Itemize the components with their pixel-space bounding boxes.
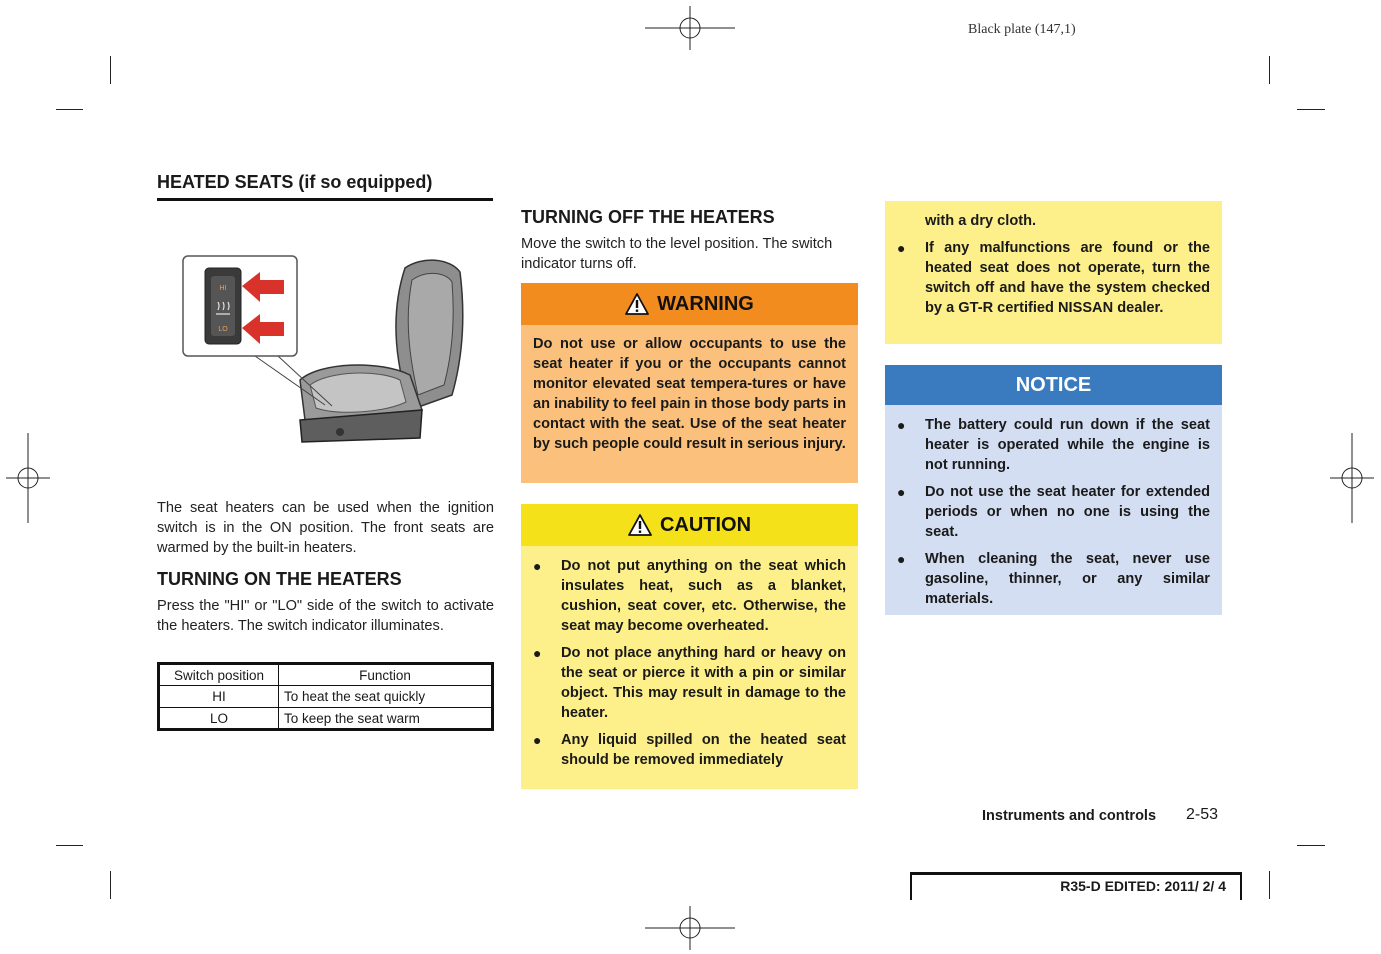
notice-box [885, 365, 1222, 615]
warning-header [521, 283, 858, 325]
heated-seat-figure [160, 210, 492, 455]
table-header-row [159, 664, 493, 686]
turning-on-text: Press the "HI" or "LO" side of the switch to activate the heaters. The switch indicator illuminates. [157, 598, 494, 634]
section-title: HEATED SEATS (if so equipped) [157, 172, 493, 201]
notice-item: ● When cleaning the seat, never use gasoline, thinner, or any similar materials. [897, 551, 1210, 607]
notice-header [885, 365, 1222, 405]
notice-body [885, 405, 1222, 615]
caution-body [521, 546, 858, 789]
edited-stamp: R35-D EDITED: 2011/ 2/ 4 [910, 872, 1242, 900]
caution-triangle-icon [628, 514, 652, 536]
page-number: 2-53 [1186, 806, 1219, 823]
table-row [159, 708, 493, 730]
switch-hi-label: HI [219, 285, 227, 292]
table-cell: To heat the seat quickly [279, 686, 493, 708]
turning-on-heading: TURNING ON THE HEATERS [157, 569, 402, 589]
caution-header [521, 504, 858, 546]
intro-text: The seat heaters can be used when the ignition switch is in the ON position. The front seats are warmed by the built-in heaters. [157, 500, 494, 556]
registration-mark-bottom [645, 906, 735, 950]
switch-table [157, 662, 494, 731]
table-header: Switch position [159, 664, 279, 686]
caution-continued-box [885, 201, 1222, 344]
table-cell: HI [159, 686, 279, 708]
caution-title: CAUTION [659, 514, 752, 536]
registration-mark-right [1330, 433, 1374, 523]
table-cell: LO [159, 708, 279, 730]
warning-title: WARNING [657, 293, 754, 315]
registration-mark-left [6, 433, 50, 523]
warning-text: Do not use or allow occupants to use the seat heater if you or the occupants cannot monitor elevated seat tempera-tures or have an inability to feel pain in those body parts in contact with the seat. Use of the seat heater by such people could result in serious injury. [521, 325, 858, 483]
caution-box [521, 504, 858, 789]
notice-item: ● Do not use the seat heater for extended periods or when no one is using the seat. [897, 484, 1210, 540]
caution-item: ● If any malfunctions are found or the heated seat does not operate, turn the switch off and have the system checked by a GT-R certified NISSAN dealer. [897, 240, 1210, 316]
switch-lo-label: LO [218, 326, 228, 333]
plate-label: Black plate (147,1) [968, 22, 1076, 37]
caution-item: ● Do not put anything on the seat which insulates heat, such as a blanket, cushion, seat cover, etc. Otherwise, the seat may become overheated. [533, 558, 846, 634]
warning-box [521, 283, 858, 483]
caution-item: ● Any liquid spilled on the heated seat should be removed immediately [533, 732, 846, 768]
chapter-label: Instruments and controls [982, 808, 1157, 824]
caution-continued-lead: with a dry cloth. [925, 213, 1037, 229]
table-cell: To keep the seat warm [279, 708, 493, 730]
notice-item: ● The battery could run down if the seat heater is operated while the engine is not running. [897, 417, 1210, 473]
turning-off-text: Move the switch to the level position. The switch indicator turns off. [521, 236, 833, 272]
warning-triangle-icon [625, 293, 649, 315]
caution-item: ● Do not place anything hard or heavy on the seat or pierce it with a pin or similar object. This may result in damage to the heater. [533, 645, 846, 721]
registration-mark-top [645, 6, 735, 50]
table-row [159, 686, 493, 708]
notice-title: NOTICE [1015, 374, 1092, 396]
turning-off-heading: TURNING OFF THE HEATERS [521, 207, 775, 227]
table-header: Function [279, 664, 493, 686]
